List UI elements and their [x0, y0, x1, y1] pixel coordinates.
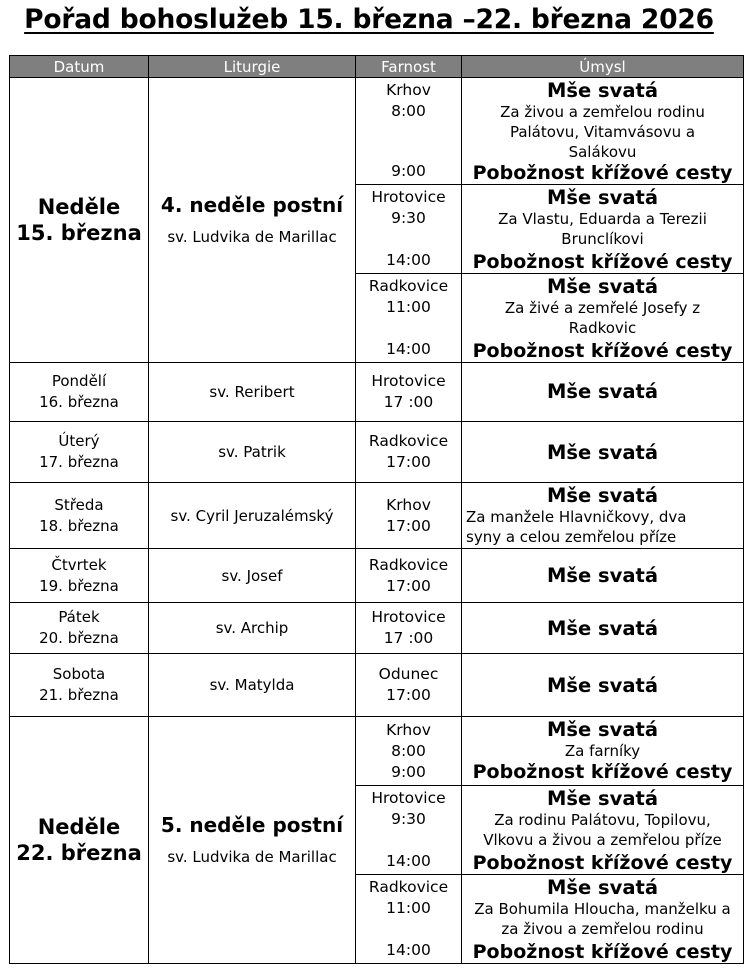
intent-text: Za manžele Hlavničkovy, dva syny a celou zemřelou příze — [466, 507, 687, 546]
devotion-label: Pobožnost křížové cesty — [472, 162, 733, 184]
mass-label: Mše svatá — [547, 616, 658, 640]
devotion-label: Pobožnost křížové cesty — [472, 340, 733, 362]
intent-cell — [462, 274, 744, 363]
day-date: 15. března — [16, 221, 142, 245]
day-date: 16. března — [39, 393, 119, 411]
day-name: Sobota — [52, 665, 106, 683]
parish-cell — [356, 185, 462, 274]
date-cell — [10, 603, 149, 654]
date-cell — [10, 483, 149, 549]
parish-name: Hrotovice — [371, 188, 446, 206]
intent-text: Za Vlastu, Eduarda a Terezii Brunclíkovi — [498, 210, 707, 248]
parish-cell — [356, 717, 462, 786]
table-row — [10, 363, 744, 422]
parish-cell — [356, 78, 462, 185]
mass-label: Mše svatá — [547, 787, 658, 810]
saint-name: sv. Ludvika de Marillac — [167, 848, 337, 866]
intent-text: Za farníky — [564, 742, 641, 760]
mass-label: Mše svatá — [547, 440, 658, 464]
date-cell — [10, 78, 149, 363]
mass-time: 9:30 — [391, 209, 426, 227]
header-datum: Datum — [10, 56, 149, 78]
mass-time: 8:00 — [391, 102, 426, 120]
liturgy-cell — [149, 717, 356, 964]
devotion-label: Pobožnost křížové cesty — [472, 761, 733, 783]
intent-cell — [462, 786, 744, 875]
day-date: 19. března — [39, 576, 119, 595]
saint-name: sv. Patrik — [149, 422, 356, 483]
devotion-time: 14:00 — [386, 340, 431, 358]
intent-cell — [462, 717, 744, 786]
day-name: Středa — [54, 495, 104, 514]
devotion-label: Pobožnost křížové cesty — [472, 251, 733, 273]
intent-cell — [462, 78, 744, 185]
devotion-time: 9:00 — [391, 162, 426, 180]
devotion-time: 14:00 — [386, 941, 431, 959]
intent-cell — [462, 185, 744, 274]
intent-cell — [462, 363, 744, 422]
mass-label: Mše svatá — [547, 564, 658, 587]
mass-time: 11:00 — [386, 298, 431, 316]
day-date: 20. března — [39, 629, 119, 647]
header-umysl: Úmysl — [462, 56, 744, 78]
date-cell — [10, 654, 149, 717]
parish-cell — [356, 786, 462, 875]
mass-time: 17:00 — [386, 686, 431, 704]
parish-name: Krhov — [386, 81, 431, 99]
table-row — [10, 422, 744, 483]
mass-label: Mše svatá — [547, 876, 658, 899]
mass-label: Mše svatá — [547, 79, 658, 102]
parish-cell — [356, 422, 462, 483]
saint-name: sv. Ludvika de Marillac — [167, 228, 337, 246]
intent-cell — [462, 483, 744, 549]
parish-cell — [356, 549, 462, 603]
parish-name: Hrotovice — [371, 372, 446, 390]
liturgy-cell — [149, 78, 356, 363]
table-row — [10, 483, 744, 549]
day-date: 17. března — [39, 453, 119, 471]
parish-cell — [356, 274, 462, 363]
parish-name: Odunec — [378, 665, 439, 683]
intent-text: Za rodinu Palátovu, Topilovu, Vlkovu a živou a zemřelou příze — [483, 811, 722, 849]
parish-name: Radkovice — [368, 555, 449, 574]
saint-name: sv. Josef — [149, 549, 356, 603]
mass-time: 9:30 — [391, 810, 426, 828]
parish-name: Krhov — [386, 495, 431, 514]
mass-time: 17 :00 — [383, 393, 434, 411]
devotion-label: Pobožnost křížové cesty — [472, 941, 733, 963]
table-row — [10, 603, 744, 654]
mass-label: Mše svatá — [547, 275, 658, 298]
intent-cell — [462, 654, 744, 717]
saint-name: sv. Matylda — [149, 654, 356, 717]
date-cell — [10, 717, 149, 964]
mass-time: 11:00 — [386, 899, 431, 917]
parish-cell — [356, 483, 462, 549]
header-farnost: Farnost — [356, 56, 462, 78]
parish-cell — [356, 654, 462, 717]
table-row — [10, 717, 744, 786]
date-cell — [10, 422, 149, 483]
parish-name: Radkovice — [368, 432, 449, 450]
parish-name: Hrotovice — [371, 789, 446, 807]
table-row — [10, 654, 744, 717]
day-date: 21. března — [39, 686, 119, 704]
parish-name: Radkovice — [368, 277, 449, 295]
devotion-label: Pobožnost křížové cesty — [472, 852, 733, 874]
mass-time: 8:00 — [391, 741, 426, 760]
parish-name: Krhov — [386, 720, 431, 739]
devotion-time: 14:00 — [386, 251, 431, 269]
saint-name: sv. Archip — [149, 603, 356, 654]
table-row — [10, 78, 744, 185]
liturgy-title: 5. neděle postní — [160, 813, 344, 837]
day-name: Pátek — [58, 608, 100, 626]
liturgy-title: 4. neděle postní — [160, 193, 344, 217]
saint-name: sv. Cyril Jeruzalémský — [149, 483, 356, 549]
intent-cell — [462, 603, 744, 654]
intent-text: Za živou a zemřelou rodinu Palátovu, Vitamvásovu a Salákovu — [500, 103, 705, 161]
intent-text: Za živé a zemřelé Josefy z Radkovic — [504, 299, 701, 337]
table-row — [10, 549, 744, 603]
parish-cell — [356, 603, 462, 654]
date-cell — [10, 549, 149, 603]
header-liturgie: Liturgie — [149, 56, 356, 78]
intent-cell — [462, 422, 744, 483]
intent-cell — [462, 549, 744, 603]
mass-time: 17:00 — [386, 516, 431, 535]
day-name: Čtvrtek — [51, 555, 107, 574]
devotion-time: 14:00 — [386, 852, 431, 870]
parish-cell — [356, 875, 462, 964]
intent-text: Za Bohumila Hloucha, manželku a za živou a zemřelou rodinu — [474, 900, 731, 938]
mass-label: Mše svatá — [547, 673, 658, 697]
date-cell — [10, 363, 149, 422]
day-name: Úterý — [58, 432, 100, 450]
saint-name: sv. Reribert — [149, 363, 356, 422]
day-date: 22. března — [16, 841, 142, 865]
day-name: Pondělí — [51, 372, 107, 390]
devotion-time: 9:00 — [391, 762, 426, 781]
day-date: 18. března — [39, 516, 119, 535]
page-title: Pořad bohoslužeb 15. března –22. března 2026 — [24, 4, 714, 35]
day-name: Neděle — [37, 815, 121, 839]
parish-cell — [356, 363, 462, 422]
mass-time: 17 :00 — [383, 629, 434, 647]
mass-time: 17:00 — [386, 453, 431, 471]
mass-label: Mše svatá — [547, 186, 658, 209]
intent-cell — [462, 875, 744, 964]
mass-time: 17:00 — [386, 576, 431, 595]
schedule-table — [9, 55, 744, 964]
mass-label: Mše svatá — [547, 380, 658, 403]
day-name: Neděle — [37, 195, 121, 219]
header-row — [10, 56, 744, 78]
parish-name: Hrotovice — [371, 608, 446, 626]
mass-label: Mše svatá — [547, 718, 658, 741]
mass-label: Mše svatá — [547, 483, 658, 507]
parish-name: Radkovice — [368, 878, 449, 896]
